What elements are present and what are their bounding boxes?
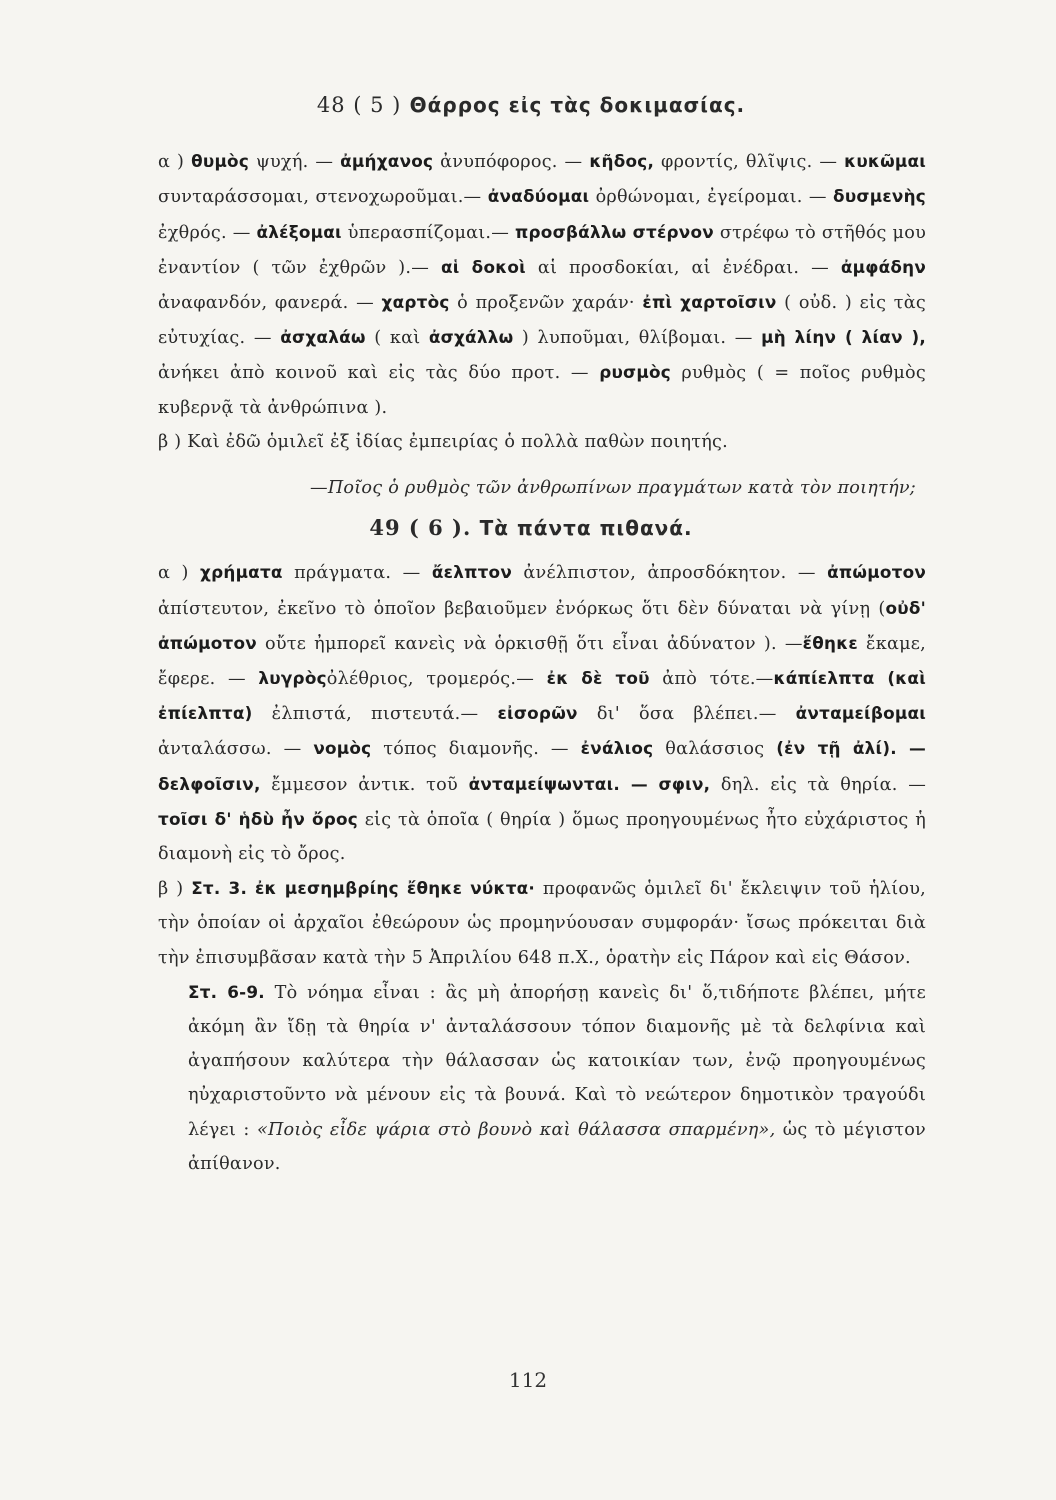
definition: ἔμμεσον ἀντικ. τοῦ — [271, 774, 458, 795]
definition: οὔτε ἠμπορεῖ κανεὶς νὰ ὁρκισθῇ ὅτι εἶναι ἀδύνατον ). — — [264, 633, 803, 654]
term: ἐπὶ χαρτοῖσιν — [642, 292, 777, 313]
term: κυκῶμαι — [844, 151, 927, 172]
section-title: Τὰ πάντα πιθανά. — [479, 516, 693, 541]
definition: ἀνήκει ἀπὸ κοινοῦ καὶ εἰς τὰς δύο προτ. — — [158, 363, 589, 384]
term: ἐκ δὲ τοῦ — [546, 668, 650, 689]
verse-ref: Στ. 3. — [191, 878, 248, 899]
definition: ἀπίστευτον, ἐκεῖνο τὸ ὁποῖον βεβαιοῦμεν ἐνόρκως ὅτι δὲν δύναται νὰ γίνῃ ( — [158, 598, 886, 619]
term: δελφοῖσιν, — [158, 773, 261, 794]
term: λυγρὸς — [258, 668, 327, 689]
definition: δι' ὅσα βλέπει.— — [596, 704, 777, 725]
term: ἀλέξομαι — [256, 221, 342, 242]
term: δυσμενὴς — [833, 186, 926, 207]
section-number: 48 ( 5 ) — [316, 93, 402, 117]
definition: ἀπὸ τότε.— — [662, 669, 774, 690]
term: θυμὸς — [191, 151, 250, 172]
definition: ἔκαμε, ἔφερε. — — [158, 633, 927, 690]
term: ἀσχάλλω — [428, 327, 514, 348]
item-label: β ) — [158, 879, 184, 900]
definition: ἀνυπόφορος. — — [440, 152, 583, 173]
term: αἱ δοκοὶ — [440, 256, 526, 277]
definition: ἀναφανδόν, φανερά. — — [158, 293, 374, 314]
definition: ὁ προξενῶν χαράν· — [457, 293, 635, 314]
term: τοῖσι δ' ἡδὺ ἦν ὄρος — [158, 808, 358, 829]
term: ἀσχαλάω — [280, 327, 366, 348]
commentary: ὡς τὸ μέγιστον ἀπίθανον. — [188, 1119, 926, 1174]
definition: ἐχθρός. — — [158, 222, 251, 243]
term: μὴ λίην ( λίαν ), — [761, 327, 927, 348]
definition: θαλάσσιος — [665, 739, 765, 760]
term: ἀμήχανος — [340, 151, 434, 172]
section-48-heading — [136, 88, 926, 122]
term: ρυσμὸς — [599, 362, 671, 383]
term: ἀνταμείβομαι — [795, 703, 927, 724]
definition: δηλ. εἰς τὰ θηρία. — — [720, 774, 927, 795]
definition: ὀλέθριος, τρομερός.— — [326, 669, 535, 690]
term: ἐνάλιος — [580, 738, 654, 759]
term: χαρτὸς — [381, 292, 450, 313]
term: ἄελπτον — [431, 562, 513, 583]
term: κάπίελπτα (καὶ ἐπίελπτα) — [158, 668, 926, 724]
item-label: α ) — [158, 563, 189, 584]
page-number: 112 — [508, 1368, 548, 1392]
term: (ἐν τῇ ἀλί). — — [776, 738, 927, 759]
definition: ) λυποῦμαι, θλίβομαι. — — [521, 328, 753, 349]
definition: ἀνταλάσσω. — — [158, 739, 302, 760]
page-body — [136, 88, 926, 1181]
section-number: 49 ( 6 ). — [369, 515, 472, 541]
definition: ρυθμὸς ( = ποῖος ρυθμὸς κυβερνᾷ τὰ ἀνθρώπινα ). — [158, 363, 927, 418]
definition: ψυχή. — — [255, 152, 334, 173]
commentary: προφανῶς ὁμιλεῖ δι' ἔκλειψιν τοῦ ἡλίου, τὴν ὁποίαν οἱ ἀρχαῖοι ἐθεώρουν ὡς προμηνύουσαν συμφοράν· ἴσως πρόκειται διὰ τὴν ἐπισυμβᾶσαν κατὰ τὴν 5 Ἀπριλίου 648 π.Χ., ὁρατὴν εἰς Πάρον καὶ εἰς Θάσον. — [158, 879, 926, 968]
verses-paragraph — [136, 975, 926, 1181]
definition: πράγματα. — — [294, 563, 421, 584]
term: προσβάλλω στέρνον — [515, 221, 714, 242]
definition: ὑπερασπίζομαι.— — [347, 222, 510, 243]
study-question: —Ποῖος ὁ ρυθμὸς τῶν ἀνθρωπίνων πραγμάτων κατὰ τὸν ποιητήν; — [310, 478, 916, 499]
definition: στρέφω τὸ στῆθός μου ἐναντίον ( τῶν ἐχθρῶν ).— — [158, 222, 927, 278]
term: χρήματα — [200, 562, 283, 583]
definition: ( καὶ — [374, 328, 421, 349]
definition: τόπος διαμονῆς. — — [383, 739, 569, 760]
term: σφιν, — [658, 773, 711, 794]
folk-song-quote: «Ποιὸς εἶδε ψάρια στὸ βουνὸ καὶ θάλασσα σπαρμένη», — [256, 1119, 776, 1140]
definition: φροντίς, θλῖψις. — — [661, 152, 838, 173]
definition: ἀνέλπιστον, ἀπροσδόκητον. — — [523, 563, 816, 584]
term: νομὸς — [313, 738, 372, 759]
definition: αἱ προσδοκίαι, αἱ ἐνέδραι. — — [537, 257, 829, 278]
beta-paragraph — [136, 871, 926, 975]
definition: συνταράσσομαι, στενοχωροῦμαι.— — [158, 187, 482, 208]
term: κῆδος, — [589, 151, 655, 172]
glossary-paragraph — [136, 144, 926, 425]
term: εἰσορῶν — [497, 703, 578, 724]
beta-paragraph: β ) Καὶ ἐδῶ ὁμιλεῖ ἐξ ἰδίας ἐμπειρίας ὁ πολλὰ παθὼν ποιητής. — [158, 431, 728, 452]
commentary: Τὸ νόημα εἶναι : ἂς μὴ ἀπορήσῃ κανεὶς δι' ὅ,τιδήποτε βλέπει, μήτε ἀκόμη ἂν ἴδῃ τὰ θηρία ν' ἀνταλάσσουν τόπον διαμονῆς μὲ τὰ δελφίνια καὶ ἀγαπήσουν καλύτερα τὴν θάλασσαν ὡς κατοικίαν των, ἐνῷ προηγουμένως ηὐχαριστοῦντο νὰ μένουν εἰς τὰ βουνά. Καὶ τὸ νεώτερον δημοτικὸν τραγούδι λέγει : — [188, 982, 926, 1140]
verse-ref: Στ. 6-9. — [188, 981, 265, 1002]
item-label: α ) — [158, 152, 185, 173]
section-49-heading — [136, 511, 926, 545]
definition: ἐλπιστά, πιστευτά.— — [271, 704, 479, 725]
definition: ( οὐδ. ) εἰς τὰς εὐτυχίας. — — [158, 293, 927, 349]
term: ἀναδύομαι — [487, 186, 590, 207]
term: ἀνταμείψωνται. — — [468, 773, 648, 794]
section-title: Θάρρος εἰς τὰς δοκιμασίας. — [409, 93, 746, 117]
quoted-verse: ἐκ μεσημβρίης ἔθηκε νύκτα· — [254, 878, 536, 899]
glossary-paragraph — [136, 555, 926, 871]
term: ἀμφάδην — [840, 256, 927, 277]
definition: ὀρθώνομαι, ἐγείρομαι. — — [595, 187, 827, 208]
term: οὐδ' ἀπώμοτον — [158, 597, 926, 653]
definition: εἰς τὰ ὁποῖα ( θηρία ) ὅμως προηγουμένως ἦτο εὐχάριστος ἡ διαμονὴ εἰς τὸ ὄρος. — [158, 809, 926, 865]
term: ἔθηκε — [802, 632, 858, 653]
term: ἀπώμοτον — [827, 562, 927, 583]
